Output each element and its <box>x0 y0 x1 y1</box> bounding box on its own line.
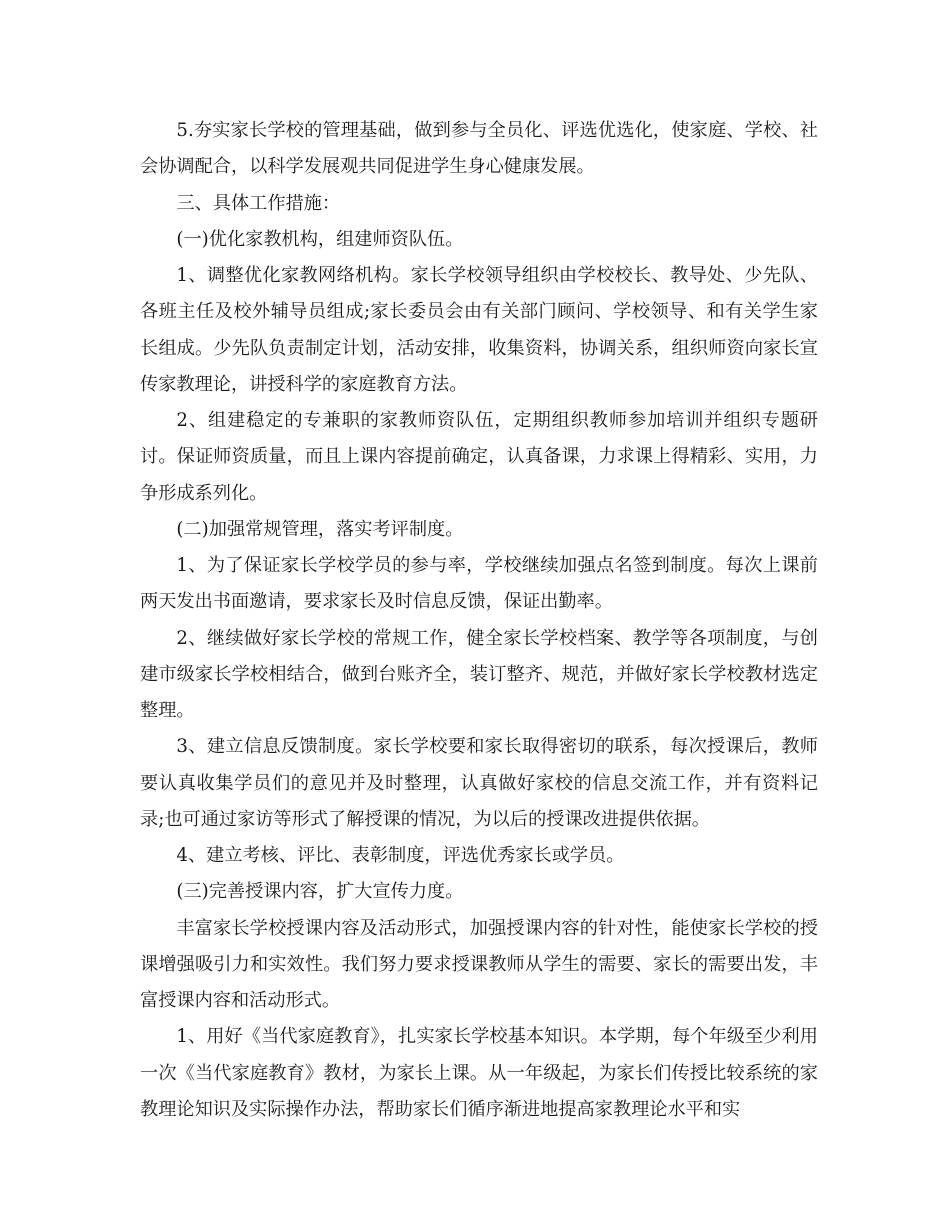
document-body <box>140 113 818 1128</box>
paragraph-1-attendance: 1、为了保证家长学校学员的参与率，学校继续加强点名签到制度。每次上课前两天发出书面邀请，要求家长及时信息反馈，保证出勤率。 <box>140 555 818 613</box>
paragraph-2-routine: 2、继续做好家长学校的常规工作，健全家长学校档案、教学等各项制度，与创建市级家长学校相结合，做到台账齐全，装订整齐、规范，并做好家长学校教材选定整理。 <box>140 627 818 721</box>
subheading-3-content: (三)完善授课内容，扩大宣传力度。 <box>176 881 464 903</box>
subheading-1-organization: (一)优化家教机构，组建师资队伍。 <box>176 228 464 250</box>
paragraph-4-assessment: 4、建立考核、评比、表彰制度，评选优秀家长或学员。 <box>176 845 625 866</box>
paragraph-enrich-content: 丰富家长学校授课内容及活动形式，加强授课内容的针对性，能使家长学校的授课增强吸引力和实效性。我们努力要求授课教师从学生的需要、家长的需要出发，丰富授课内容和活动形式。 <box>140 917 818 1011</box>
paragraph-5-foundation: 5.夯实家长学校的管理基础，做到参与全员化、评选优选化，使家庭、学校、社会协调配合，以科学发展观共同促进学生身心健康发展。 <box>140 120 818 178</box>
subheading-2-management: (二)加强常规管理，落实考评制度。 <box>176 518 464 540</box>
paragraph-3-feedback: 3、建立信息反馈制度。家长学校要和家长取得密切的联系，每次授课后，教师要认真收集学员们的意见并及时整理，认真做好家校的信息交流工作，并有资料记录;也可通过家访等形式了解授课的情况，为以后的授课改进提供依据。 <box>140 736 818 830</box>
paragraph-1-network: 1、调整优化家教网络机构。家长学校领导组织由学校校长、教导处、少先队、各班主任及校外辅导员组成;家长委员会由有关部门顾问、学校领导、和有关学生家长组成。少先队负责制定计划，活动安排，收集资料，协调关系，组织师资向家长宣传家教理论，讲授科学的家庭教育方法。 <box>140 265 818 395</box>
paragraph-1-textbook: 1、用好《当代家庭教育》，扎实家长学校基本知识。本学期，每个年级至少利用一次《当代家庭教育》教材，为家长上课。从一年级起，为家长们传授比较系统的家教理论知识及实际操作办法，帮助家长们循序渐进地提高家教理论水平和实 <box>140 1026 818 1120</box>
paragraph-2-teachers: 2、组建稳定的专兼职的家教师资队伍，定期组织教师参加培训并组织专题研讨。保证师资质量，而且上课内容提前确定，认真备课，力求课上得精彩、实用，力争形成系列化。 <box>140 410 818 504</box>
section-heading-measures: 三、具体工作措施： <box>176 192 341 214</box>
